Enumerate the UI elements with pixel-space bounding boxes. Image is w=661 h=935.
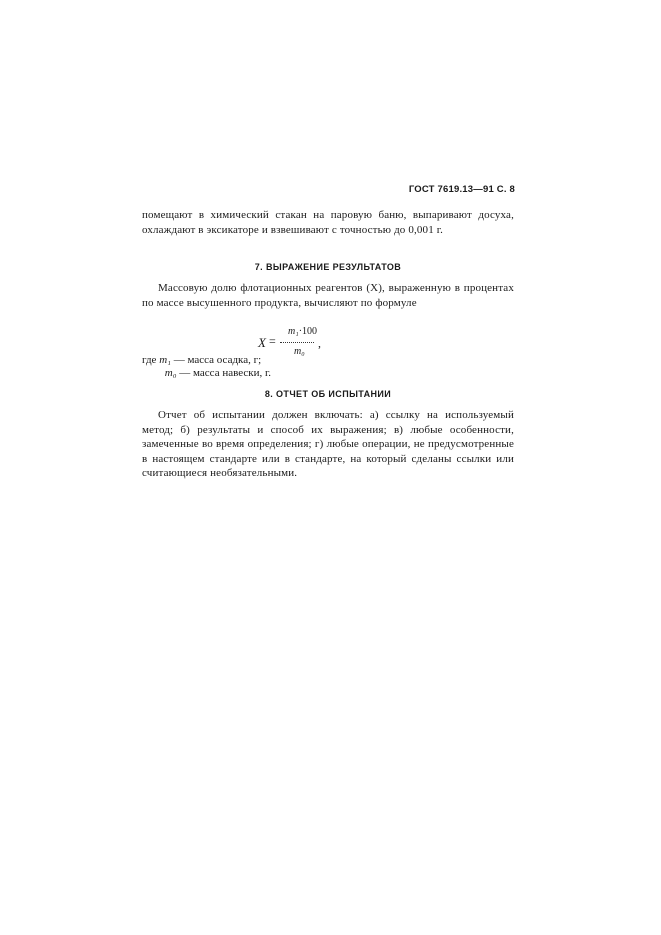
paragraph-test-report: Отчет об испытании должен включать: а) ссылку на используемый метод; б) результаты и способ их выражения; в) любые особенности, замеченные во время определения; г) любые операции, не предусмотренные в настоящем стандарте или в стандарте, на который сделаны ссылки или считающиеся необязательными. bbox=[142, 409, 514, 479]
definition-row bbox=[142, 354, 271, 367]
where-lead: где bbox=[142, 354, 157, 366]
paragraph-procedure-end: помещают в химический стакан на паровую баню, выпаривают досуха, охлаждают в эксикаторе и взвешивают с точностью до 0,001 г. bbox=[142, 209, 514, 236]
formula-lhs: X bbox=[258, 335, 266, 350]
fraction-bar bbox=[280, 342, 314, 343]
definition-text: — масса осадка, г; bbox=[173, 354, 262, 366]
formula-comma: , bbox=[318, 336, 321, 350]
definition-text: — масса навески, г. bbox=[179, 367, 272, 379]
section-heading-7: 7. ВЫРАЖЕНИЕ РЕЗУЛЬТАТОВ bbox=[254, 262, 402, 272]
variable-definitions bbox=[142, 354, 271, 380]
formula-equals: = bbox=[269, 334, 276, 348]
definition-row bbox=[142, 367, 271, 380]
definition-symbol: m₀ bbox=[164, 367, 177, 379]
formula-denominator: m₀ bbox=[294, 346, 305, 357]
formula-numerator-var: m₁ bbox=[288, 326, 299, 337]
paragraph-calculation: Массовую долю флотационных реагентов (X), выраженную в процентах по массе высушенного продукта, вычисляют по формуле bbox=[142, 282, 514, 309]
section-heading-8: 8. ОТЧЕТ ОБ ИСПЫТАНИИ bbox=[264, 389, 392, 399]
definition-symbol: m₁ bbox=[159, 354, 171, 366]
page-header: ГОСТ 7619.13—91 С. 8 bbox=[408, 184, 515, 195]
formula bbox=[258, 326, 378, 366]
formula-numerator-rest: ·100 bbox=[298, 326, 318, 337]
formula-numerator bbox=[288, 326, 317, 337]
